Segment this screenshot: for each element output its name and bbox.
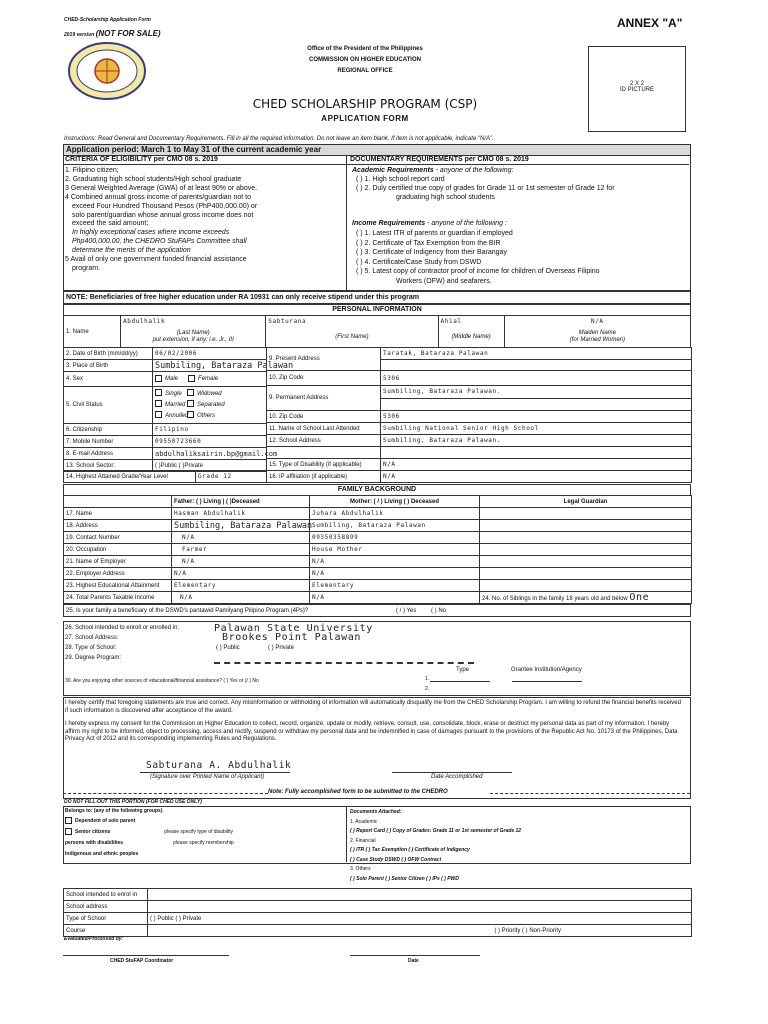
eligibility-item: 1. Filipino citizen; — [65, 167, 119, 174]
eligibility-item: Php400,000.00, the CHEDRO StuFAPs Committee shall — [72, 238, 247, 246]
date-accomplished-caption: Date Accomplished — [431, 774, 483, 780]
name-label: 1. Name — [64, 316, 121, 348]
family-row-label: 19. Contact Number — [64, 532, 172, 544]
office-row-label: School intended to enrol in — [64, 889, 148, 901]
eligibility-item: 4 Combined annual gross income of parents/guardian not to — [65, 193, 252, 201]
income-item[interactable]: ( ) 1. Latest ITR of parents or guardian if employed — [356, 230, 513, 237]
ip-label: 16. IP affiliation (if applicable) — [267, 471, 381, 483]
date-caption: Date — [408, 958, 419, 964]
grade-value[interactable]: Grade 12 — [196, 471, 267, 483]
id-picture-box[interactable] — [588, 46, 686, 132]
documents-attached-heading: Documents Attached: — [350, 809, 402, 815]
permanent-address-blank[interactable] — [381, 398, 692, 411]
email-value[interactable]: abdulhaliksairin.bp@gmail.com — [153, 448, 267, 460]
school-intended-value[interactable]: Palawan State University — [214, 623, 373, 634]
annulled-checkbox[interactable] — [155, 411, 162, 418]
guardian-employer[interactable] — [480, 556, 692, 568]
guardian-name[interactable] — [480, 508, 692, 520]
income-requirements-heading — [352, 220, 507, 227]
guardian-heading: Legal Guardian — [480, 496, 692, 508]
others-label: Others — [197, 412, 216, 419]
groups-list — [65, 816, 234, 860]
eligibility-item: In highly exceptional cases where income exceeds — [72, 229, 230, 237]
version-text: 2019 version — [64, 32, 95, 38]
membership-spec: please specify membership — [173, 840, 234, 846]
family-row-label: 17. Name — [64, 508, 172, 520]
doc-item[interactable]: ( ) Solo Parent ( ) Senior Citizen ( ) IPs ( ) PWD — [350, 875, 459, 882]
academic-item: graduating high school students — [396, 193, 495, 201]
office-row-label: Type of School — [64, 913, 148, 925]
certification-statement: I hereby certify that foregoing statements are true and correct. Any misinformation or withholding of information will automatically disqualify me from the CHED Scholarship Program. I am willing to refund the financial benefits received if such information is discovered after acceptance of the award. — [65, 700, 681, 714]
group-item — [65, 838, 234, 849]
academic-note-text: - anyone of the following: — [433, 167, 514, 174]
evaluated-by-label: Evaluated/Processed by: — [64, 936, 124, 942]
widowed-checkbox[interactable] — [187, 389, 194, 396]
academic-requirements-heading — [352, 167, 513, 174]
income-item[interactable]: ( ) 3. Certificate of Indigency from their Barangay — [356, 249, 507, 257]
blank-row — [267, 447, 381, 459]
mobile-value[interactable]: 09550723660 — [153, 436, 267, 448]
mother-employer[interactable]: N/A — [310, 556, 480, 568]
name-table — [63, 315, 691, 348]
eligibility-item: determine the merits of the application — [72, 247, 191, 255]
father-education[interactable]: Elementary — [172, 580, 310, 592]
grade-label: 14. Highest Attained Grade/Year Level — [64, 471, 196, 483]
married-checkbox[interactable] — [155, 400, 162, 407]
maiden-caption-note: (for Married Women) — [569, 337, 625, 343]
doc-item[interactable]: ( ) Case Study DSWD ( ) OFW Contract — [350, 856, 442, 863]
group-item — [65, 849, 234, 860]
email-label: 8. E-mail Address — [64, 448, 153, 460]
mother-contact[interactable]: 09350358899 — [310, 532, 480, 544]
income-item[interactable]: ( ) 5. Latest copy of contractor proof of income for children of Overseas Filipino — [356, 268, 600, 276]
eligibility-list — [65, 167, 257, 274]
middle-name-caption: (Middle Name) — [438, 327, 504, 348]
guardian-occupation[interactable] — [480, 544, 692, 556]
maiden-caption-text: Maiden Name — [578, 330, 616, 336]
income-list — [356, 229, 600, 287]
type-caption: Type — [456, 667, 470, 673]
belongs-to-label: Belongs to: (any of the following groups) — [65, 808, 163, 814]
group-checkbox[interactable] — [65, 828, 72, 835]
zip-label: 10. Zip Code — [267, 371, 381, 386]
id-picture-size: 2 X 2 — [629, 81, 644, 87]
academic-item[interactable]: ( ) 1. High school report card — [356, 176, 445, 183]
not-for-sale: (NOT FOR SALE) — [95, 29, 161, 38]
commission-name: COMMISSION ON HIGHER EDUCATION — [309, 57, 421, 63]
eligibility-item: 3 General Weighted Average (GWA) of at least 90% or above. — [65, 184, 258, 192]
guardian-employer-address[interactable] — [480, 568, 692, 580]
ip-value[interactable]: N/A — [381, 471, 692, 483]
income-note-text: - anyone of the following : — [425, 220, 507, 227]
signature-name[interactable]: Sabturana A. Abdulhalik — [146, 760, 292, 771]
female-label: Female — [198, 376, 219, 383]
form-name: CHED-Scholarship Application Form — [64, 17, 151, 23]
mother-address[interactable]: Sumbiling, Bataraza Palawan — [310, 520, 480, 532]
group-label: Indigenous and ethnic peoples — [65, 851, 139, 857]
mobile-label: 7. Mobile Number — [64, 436, 153, 448]
school-address-value[interactable]: Brookes Point Palawan — [222, 632, 362, 643]
last-caption-note: put extension, if any: i.e. Jr., III — [152, 337, 234, 343]
last-caption-text: (Last Name) — [176, 330, 210, 336]
office-priority-options[interactable]: ( ) Priority ( ) Non-Priority — [148, 925, 692, 937]
school-type-public[interactable]: ( ) Public — [216, 645, 240, 651]
pob-label: 3. Place of Birth — [64, 360, 153, 372]
group-label: Dependent of solo parent — [75, 818, 136, 824]
zip-label-2: 10. Zip Code — [267, 411, 381, 423]
father-address[interactable]: Sumbiling, Bataraza Palawan — [172, 520, 310, 532]
other-sources-line-2: 2. — [425, 686, 430, 692]
family-row-label: 18. Address — [64, 520, 172, 532]
doc-item[interactable]: ( ) Report Card ( ) Copy of Grades: Grade 11 or 1st semester of Grade 12 — [350, 828, 522, 834]
guardian-education[interactable] — [480, 580, 692, 592]
guardian-address[interactable] — [480, 520, 692, 532]
mother-education[interactable]: Elementary — [310, 580, 480, 592]
form-version — [64, 29, 161, 38]
sex-options — [153, 372, 267, 387]
office-row-value[interactable] — [148, 889, 692, 901]
doc-item: 2. Financial — [350, 837, 376, 844]
instructions: Instructions: Read General and Documentary Requirements. Fill in all the required information. Do not leave an item blank. If item is not applicable, indicate "N/A". — [64, 136, 494, 142]
father-heading: Father: ( ) Living | ( )Deceased — [172, 496, 310, 508]
eligibility-item: 2. Graduating high school students/High school graduate — [65, 175, 242, 183]
mother-name[interactable]: Juhara Abdulhalik — [310, 508, 480, 520]
eligibility-item: exceed the said amount; — [72, 220, 149, 228]
family-row-label: 22. Employer Address — [64, 568, 172, 580]
present-address-label: 9. Present Address — [267, 348, 381, 371]
citizenship-value[interactable]: Filipino — [153, 424, 267, 436]
school-section — [63, 621, 691, 696]
personal-info-heading: PERSONAL INFORMATION — [63, 304, 691, 316]
civil-status-options — [153, 387, 267, 424]
academic-list — [356, 176, 615, 203]
family-row-label: 24. Total Parents Taxable Income — [64, 592, 172, 604]
disability-spec: please specify type of disability — [164, 829, 233, 835]
submission-note: Note: Fully accomplished form to be submitted to the CHEDRO — [268, 789, 448, 795]
school-intended-label: 26. School intended to enroll or enrolled in: — [65, 625, 180, 631]
mother-occupation[interactable]: House Mother — [310, 544, 480, 556]
pob-value[interactable]: Sumbiling, Bataraza Palawan — [153, 360, 267, 372]
zip-value[interactable]: 5306 — [381, 371, 692, 386]
documents-attached — [350, 808, 521, 884]
income-item[interactable]: ( ) 4. Certificate/Case Study from DSWD — [356, 258, 482, 266]
blank-row-value — [381, 447, 692, 459]
female-checkbox[interactable] — [188, 375, 195, 382]
family-table — [63, 495, 692, 604]
office-row-label: School address — [64, 901, 148, 913]
last-name-value[interactable]: Abdulhalik — [121, 316, 266, 328]
school-sector-label: 13. School Sector: — [64, 460, 153, 472]
married-label: Married — [165, 401, 186, 408]
father-occupation[interactable]: Farmer — [172, 544, 310, 556]
single-checkbox[interactable] — [155, 389, 162, 396]
office-use-table — [63, 888, 692, 937]
pantawid-question: 25. Is your family a beneficiary of the DSWD's pantawid Pamilyang Pilipino Program (4Ps)? — [66, 607, 309, 614]
regional-office: REGIONAL OFFICE — [337, 68, 393, 74]
father-employer-address[interactable]: N/A — [172, 568, 310, 580]
doc-item: 1. Academic — [350, 818, 378, 825]
single-label: Single — [165, 390, 182, 397]
middle-name-value[interactable]: Ahial — [438, 316, 504, 328]
school-last-label: 11. Name of School Last Attended — [267, 423, 381, 435]
siblings-cell — [480, 592, 692, 604]
sex-label: 4. Sex — [64, 372, 153, 387]
group-label: Senior citizens — [75, 829, 111, 835]
dob-label: 2. Date of Birth (mm/dd/yy) — [64, 348, 153, 360]
other-sources-line-1: 1. — [425, 676, 430, 682]
other-sources-question[interactable]: 30. Are you enjoying other sources of educational/financial assistance? ( ) Yes or (/ ) No — [65, 678, 259, 684]
separated-checkbox[interactable] — [187, 400, 194, 407]
office-name: Office of the President of the Philippines — [307, 46, 423, 52]
group-label: persons with disabilities — [65, 840, 124, 846]
family-row-label: 21. Name of Employer — [64, 556, 172, 568]
group-item — [65, 816, 234, 827]
grade-table — [63, 470, 267, 483]
guardian-contact[interactable] — [480, 532, 692, 544]
school-type-label: 28. Type of School: — [65, 645, 117, 651]
degree-program-label: 29. Degree Program: — [65, 655, 122, 661]
zip-value-2[interactable]: 5306 — [381, 411, 692, 423]
office-use-heading: DO NOT FILL-OUT THIS PORTION (FOR CHED USE ONLY) — [64, 799, 202, 805]
widowed-label: Widowed — [197, 390, 222, 397]
form-title: APPLICATION FORM — [321, 114, 409, 123]
coordinator-caption: CHED StuFAP Coordinator — [110, 958, 174, 964]
permanent-address-value[interactable]: Sumbiling, Bataraza Palawan. — [381, 386, 692, 399]
id-picture-label: ID PICTURE — [619, 87, 654, 93]
disability-label: 15. Type of Disability (if applicable) — [267, 459, 381, 471]
family-heading: FAMILY BACKGROUND — [63, 484, 691, 496]
doc-item: 3. Others — [350, 866, 371, 872]
others-checkbox[interactable] — [187, 411, 194, 418]
school-type-private[interactable]: ( ) Private — [268, 645, 295, 651]
signature-caption: (Signature over Printed Name of Applicant) — [150, 774, 265, 780]
male-checkbox[interactable] — [155, 375, 162, 382]
pantawid-row — [64, 605, 691, 617]
present-address-blank[interactable] — [381, 360, 692, 371]
father-contact[interactable]: N/A — [172, 532, 310, 544]
family-row-label: 23. Highest Educational Attainment — [64, 580, 172, 592]
income-heading-text: Income Requirements — [352, 220, 426, 227]
first-name-caption: (First Name) — [266, 327, 438, 348]
separated-label: Separated — [197, 401, 225, 408]
eligibility-item: solo parent/guardian whose annual gross income does not — [72, 211, 254, 219]
school-address-label: 12. School Address — [267, 435, 381, 447]
annex-label: ANNEX "A" — [617, 16, 683, 30]
school-address-label: 27. School Address: — [65, 635, 119, 641]
doc-item[interactable]: ( ) ITR ( ) Tax Exemption ( ) Certificate of Indigency — [350, 847, 470, 853]
eligibility-heading: CRITERIA OF ELIGIBILITY per CMO 08 s. 2019 — [65, 156, 218, 163]
academic-item[interactable]: ( ) 2. Duly certified true copy of grades for Grade 11 or 1st semester of Grade 12 for — [356, 184, 615, 192]
personal-right-table — [266, 347, 692, 483]
present-address-value[interactable]: Taratak, Bataraza Palawan — [381, 348, 692, 360]
annulled-label: Annulled — [165, 412, 189, 419]
school-sector-options[interactable]: ( )Public ( )Private — [153, 460, 267, 472]
first-name-value[interactable]: Sabturana — [266, 316, 438, 328]
pantawid-no[interactable]: ( ) No — [431, 607, 446, 614]
last-name-caption — [121, 327, 266, 348]
academic-heading-text: Academic Requirements — [352, 167, 434, 174]
mother-employer-address[interactable]: N/A — [310, 568, 480, 580]
eligibility-item: program. — [72, 264, 101, 272]
income-item[interactable]: ( ) 2. Certificate of Tax Exemption from the BIR — [356, 239, 501, 247]
father-employer[interactable]: N/A — [172, 556, 310, 568]
siblings-label: 24. No. of Siblings in the family 18 years old and below — [482, 596, 628, 602]
permanent-address-label: 9. Permanent Address — [267, 386, 381, 411]
father-income[interactable]: N/A — [172, 592, 310, 604]
program-title: CHED SCHOLARSHIP PROGRAM (CSP) — [252, 97, 478, 111]
siblings-value[interactable]: One — [629, 592, 650, 603]
documents-heading: DOCUMENTARY REQUIREMENTS per CMO 08 s. 2019 — [350, 156, 529, 163]
family-corner — [64, 496, 172, 508]
pantawid-table — [63, 604, 691, 617]
civil-status-label: 5. Civil Status — [64, 387, 153, 424]
application-period: Application period: March 1 to May 31 of the current academic year — [63, 144, 691, 156]
group-item — [65, 827, 234, 838]
free-education-note: NOTE: Beneficiaries of free higher education under RA 10931 can only receive stipend under this program — [63, 291, 691, 304]
citizenship-label: 6. Citizenship — [64, 424, 153, 436]
dob-value[interactable]: 06/02/2006 — [153, 348, 267, 360]
office-type-options[interactable]: ( ) Public ( ) Private — [148, 913, 692, 925]
maiden-name-value[interactable]: N/A — [504, 316, 690, 328]
eligibility-item: exceed Four Hundred Thousand Pesos (PhP400,000.00) or — [72, 202, 258, 210]
father-name[interactable]: Hasman Abdulhalik — [172, 508, 310, 520]
grantee-caption: Grantee Institution/Agency — [511, 667, 582, 673]
mother-heading: Mother: ( / ) Living ( ) Deceased — [310, 496, 480, 508]
ched-seal-icon — [65, 40, 149, 102]
school-last-value[interactable]: Sumbiling National Senior High School — [381, 423, 692, 435]
pantawid-yes[interactable]: ( / ) Yes — [396, 607, 417, 614]
income-item: Workers (OFW) and seafarers. — [396, 277, 492, 285]
mother-income[interactable]: N/A — [310, 592, 480, 604]
consent-statement: I hereby express my consent for the Commission on Higher Education to collect, record, organize, update or modify, retrieve, consult, use, consolidate, block, erase or destruct my personal data as part of my information. I hereby affirm my right to be informed, object to processing, access and rectify, suspend or withdraw my personal data and be indemnified in case of damages pursuant to the provisions of the Republic Act No. 10173 of the Philippines, Data Privacy Act of 2012 and its corresponding implementing Rules and Regulations. — [65, 721, 678, 742]
office-row-value[interactable] — [148, 901, 692, 913]
eligibility-item: 5 Avail of only one government funded financial assistance — [65, 256, 247, 264]
male-label: Male — [165, 376, 179, 383]
family-row-label: 20. Occupation — [64, 544, 172, 556]
group-checkbox[interactable] — [65, 817, 72, 824]
school-address-value[interactable]: Sumbiling, Bataraza Palawan. — [381, 435, 692, 447]
office-row-label: Course — [64, 925, 148, 937]
disability-value[interactable]: N/A — [381, 459, 692, 471]
maiden-name-caption — [504, 327, 690, 348]
